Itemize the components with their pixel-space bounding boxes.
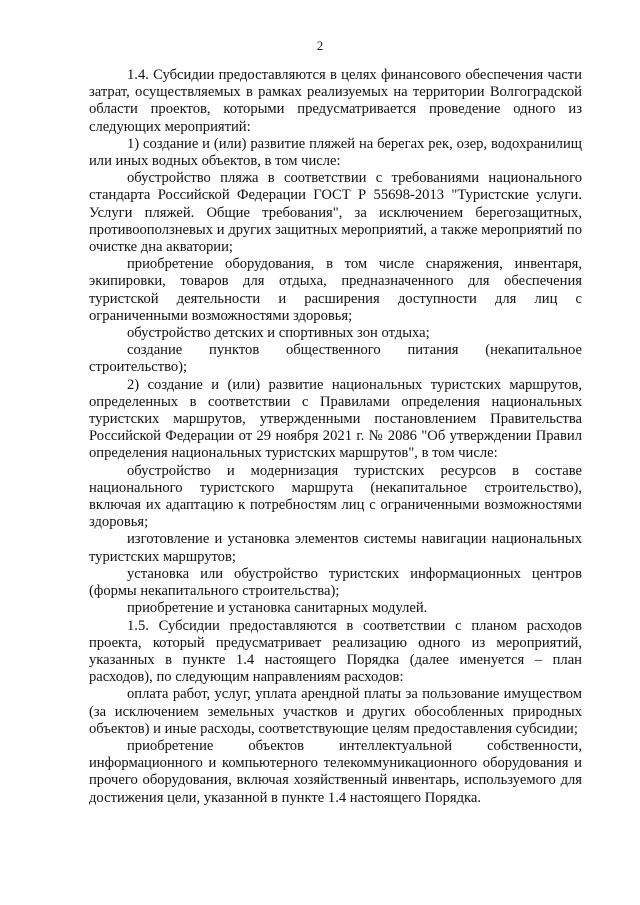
paragraph-sanitary-modules: приобретение и установка санитарных модулей. [127, 600, 428, 617]
paragraph-payment-works: оплата работ, услуг, уплата арендной платы за пользование имуществом (за исключением земельных участков и других обособленных природных объектов) и иные расходы, соответствующие целям предоставления субсидии; [89, 686, 582, 737]
paragraph-1-5-intro: 1.5. Субсидии предоставляются в соответствии с планом расходов проекта, который предусматривает реализацию одного из мероприятий, указанных в пункте 1.4 настоящего Порядка (далее именуется – план расходов), по следующим направлениям расходов: [89, 617, 582, 686]
paragraph-navigation-system: изготовление и установка элементов системы навигации национальных туристских маршрутов; [89, 531, 582, 565]
paragraph-1-4-intro: 1.4. Субсидии предоставляются в целях финансового обеспечения части затрат, осуществляемых в рамках реализуемых на территории Волгоградской области проектов, которыми предусматривается проведение одного из следующих мероприятий: [89, 67, 582, 135]
paragraph-resource-modernization: обустройство и модернизация туристских ресурсов в составе национального туристского маршрута (некапитальное строительство), включая их адаптацию к потребностям лиц с ограниченными возможностями здоровья; [89, 462, 582, 531]
paragraph-tourist-routes-item: 2) создание и (или) развитие национальных туристских маршрутов, определенных в соответствии с Правилами определения национальных туристских маршрутов, утвержденными постановлением Правительства Российской Федерации от 29 ноября 2021 г. № 2086 "Об утверждении Правил определения национальных туристских маршрутов", в том числе: [89, 376, 582, 462]
paragraph-ip-acquisition: приобретение объектов интеллектуальной собственности, информационного и компьютерного телекоммуникационного оборудования и прочего оборудования, включая хозяйственный инвентарь, используемого для достижения цели, указанной в пункте 1.4 настоящего Порядка. [89, 737, 582, 806]
paragraph-equipment-purchase: приобретение оборудования, в том числе снаряжения, инвентаря, экипировки, товаров для отдыха, предназначенного для обеспечения туристской деятельности и расширения доступности для лиц с ограниченными возможностями здоровья; [89, 256, 582, 324]
paragraph-beaches-item: 1) создание и (или) развитие пляжей на берегах рек, озер, водохранилищ или иных водных объектов, в том числе: [89, 135, 582, 170]
paragraph-info-centers: установка или обустройство туристских информационных центров (формы некапитального строительства); [89, 565, 582, 600]
paragraph-recreation-zones: обустройство детских и спортивных зон отдыха; [127, 325, 430, 342]
page-number: 2 [316, 38, 324, 53]
paragraph-catering-points: создание пунктов общественного питания (некапитальное строительство); [89, 342, 582, 376]
document-body [89, 67, 582, 807]
paragraph-beach-arrangement: обустройство пляжа в соответствии с требованиями национального стандарта Российской Федерации ГОСТ Р 55698-2013 "Туристские услуги. Услуги пляжей. Общие требования", за исключением берегозащитных, противооползневых и других защитных мероприятий, а также мероприятий по очистке дна акватории; [89, 170, 582, 256]
